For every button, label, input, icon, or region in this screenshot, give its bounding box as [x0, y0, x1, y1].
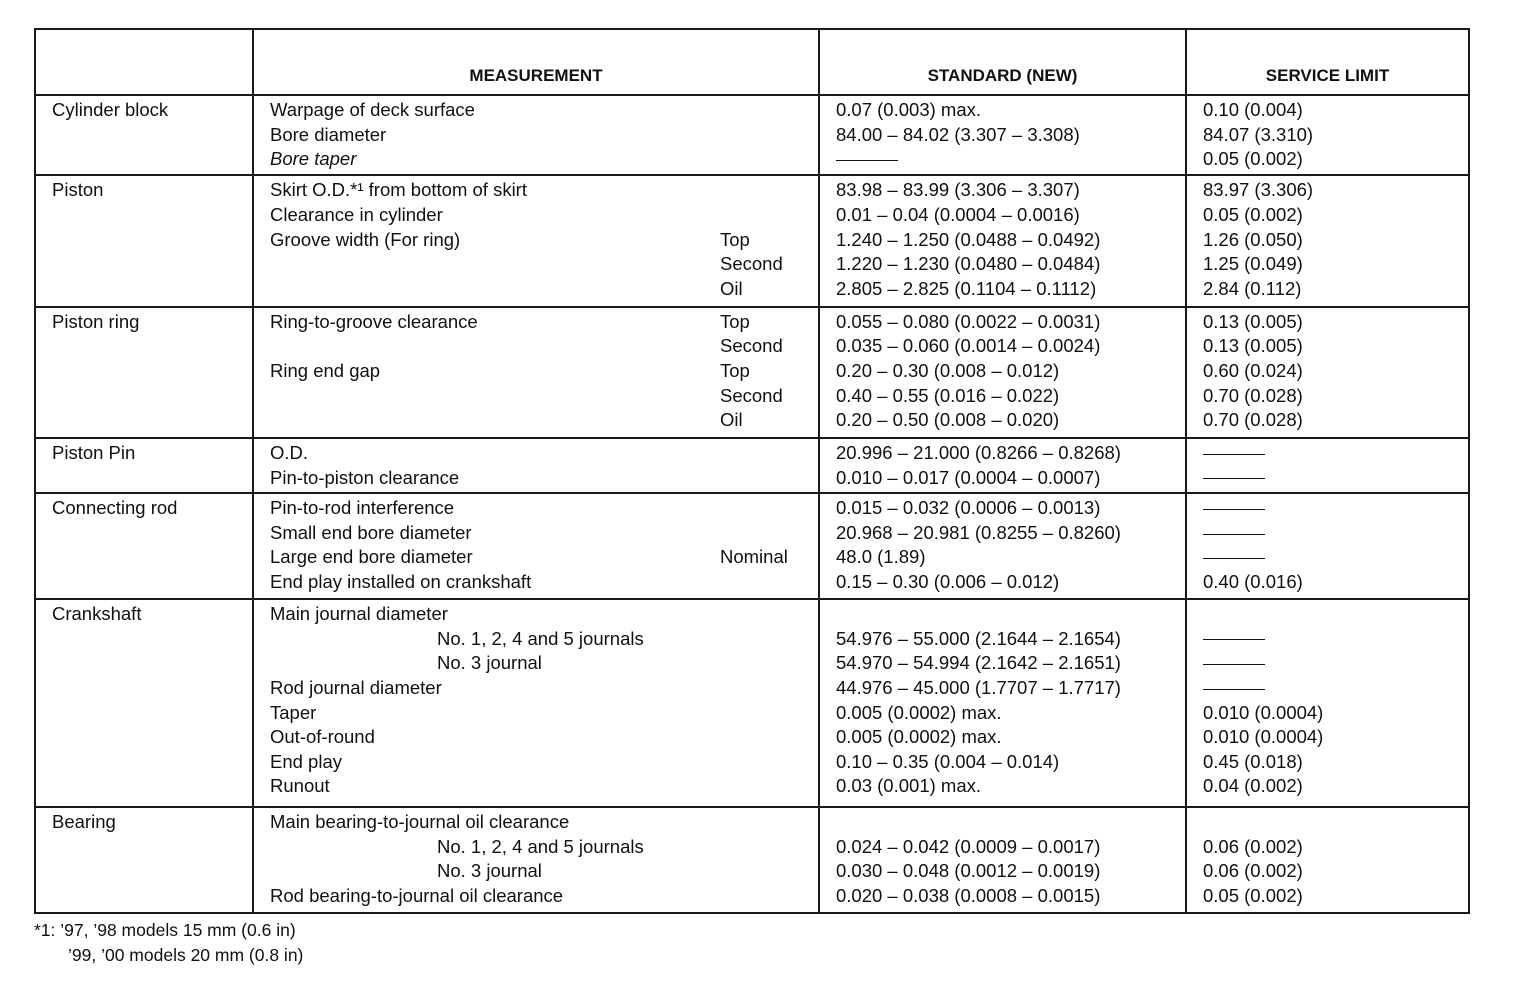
limit-cell [1186, 493, 1469, 599]
dash-mark [1203, 664, 1265, 665]
standard-cell [819, 95, 1186, 175]
group-row [35, 438, 1469, 493]
measurement-label [254, 408, 818, 433]
measurement-text: Ring-to-groove clearance [270, 310, 478, 332]
limit-dash [1187, 627, 1468, 652]
measurement-cell [253, 438, 819, 493]
standard-value: 83.98 – 83.99 (3.306 – 3.307) [836, 179, 1080, 201]
group-row [35, 175, 1469, 306]
component-name: Piston ring [52, 310, 140, 332]
standard-value: 0.15 – 0.30 (0.006 – 0.012) [836, 571, 1060, 593]
standard-value: 84.00 – 84.02 (3.307 – 3.308) [836, 123, 1080, 145]
header-blank [35, 29, 253, 95]
limit-value: 0.60 (0.024) [1203, 360, 1303, 382]
standard-value: 0.20 – 0.50 (0.008 – 0.020) [836, 409, 1060, 431]
measurement-label [254, 334, 818, 359]
measurement-qualifier: Second [720, 384, 783, 406]
measurement-qualifier: Second [720, 335, 783, 357]
standard-value: 20.996 – 21.000 (0.8266 – 0.8268) [836, 442, 1121, 464]
measurement-qualifier: Nominal [720, 546, 788, 568]
measurement-cell [253, 175, 819, 306]
standard-value: 0.015 – 0.032 (0.0006 – 0.0013) [836, 497, 1101, 519]
limit-value: 0.06 (0.002) [1203, 835, 1303, 857]
standard-value: 0.030 – 0.048 (0.0012 – 0.0019) [836, 860, 1101, 882]
measurement-qualifier: Top [720, 228, 750, 250]
limit-value: 83.97 (3.306) [1203, 179, 1314, 201]
measurement-text: No. 1, 2, 4 and 5 journals [437, 627, 644, 649]
standard-value: 0.005 (0.0002) max. [836, 701, 1002, 723]
standard-value [820, 602, 1185, 627]
measurement-label [254, 701, 818, 726]
limit-value: 0.05 (0.002) [1203, 148, 1303, 170]
measurement-label [254, 521, 818, 546]
limit-value: 0.04 (0.002) [1203, 775, 1303, 797]
measurement-text: Main journal diameter [270, 603, 448, 625]
measurement-label [254, 359, 818, 384]
measurement-text: Pin-to-rod interference [270, 497, 455, 519]
limit-value: 0.05 (0.002) [1203, 884, 1303, 906]
measurement-text: Clearance in cylinder [270, 204, 443, 226]
component-cell [35, 599, 253, 807]
measurement-text: Rod bearing-to-journal oil clearance [270, 884, 564, 906]
measurement-label [254, 835, 818, 860]
spec-body [35, 95, 1469, 913]
measurement-label [254, 627, 818, 652]
measurement-text: O.D. [270, 442, 309, 464]
limit-dash [1187, 441, 1468, 466]
limit-value: 84.07 (3.310) [1203, 123, 1314, 145]
measurement-cell [253, 599, 819, 807]
measurement-text: End play installed on crankshaft [270, 571, 532, 593]
measurement-text: Large end bore diameter [270, 546, 473, 568]
measurement-qualifier: Top [720, 360, 750, 382]
measurement-text: Runout [270, 775, 330, 797]
measurement-label [254, 147, 818, 172]
limit-cell [1186, 95, 1469, 175]
measurement-text: Ring end gap [270, 360, 381, 382]
component-cell [35, 438, 253, 493]
standard-value: 0.07 (0.003) max. [836, 99, 981, 120]
measurement-label [254, 441, 818, 466]
component-cell [35, 493, 253, 599]
header-row [35, 29, 1469, 95]
group-row [35, 307, 1469, 438]
measurement-text: Rod journal diameter [270, 677, 442, 699]
measurement-label [254, 774, 818, 799]
measurement-text: End play [270, 750, 342, 772]
limit-dash [1187, 651, 1468, 676]
limit-value: 0.45 (0.018) [1203, 750, 1303, 772]
measurement-text: Skirt O.D.*¹ from bottom of skirt [270, 179, 527, 201]
limit-value: 1.26 (0.050) [1203, 228, 1303, 250]
header-measurement: MEASUREMENT [253, 29, 819, 95]
dash-mark [1203, 558, 1265, 559]
limit-value [1187, 602, 1468, 627]
measurement-text: Main bearing-to-journal oil clearance [270, 810, 570, 832]
measurement-text: Pin-to-piston clearance [270, 466, 460, 488]
limit-cell [1186, 307, 1469, 438]
measurement-label [254, 570, 818, 595]
measurement-cell [253, 493, 819, 599]
standard-value: 0.03 (0.001) max. [836, 775, 981, 797]
component-cell [35, 95, 253, 175]
component-name: Crankshaft [52, 603, 142, 625]
standard-value: 44.976 – 45.000 (1.7707 – 1.7717) [836, 677, 1121, 699]
group-row [35, 599, 1469, 807]
limit-cell [1186, 175, 1469, 306]
standard-value: 54.976 – 55.000 (2.1644 – 2.1654) [836, 627, 1121, 649]
measurement-cell [253, 307, 819, 438]
standard-value: 0.024 – 0.042 (0.0009 – 0.0017) [836, 835, 1101, 857]
limit-value: 0.010 (0.0004) [1203, 701, 1324, 723]
limit-dash [1187, 545, 1468, 570]
standard-value: 48.0 (1.89) [836, 546, 926, 568]
standard-value: 2.805 – 2.825 (0.1104 – 0.1112) [836, 277, 1097, 299]
measurement-text: Warpage of deck surface [270, 99, 475, 120]
measurement-label [254, 203, 818, 228]
measurement-text: No. 3 journal [437, 652, 542, 674]
measurement-label [254, 602, 818, 627]
component-cell [35, 807, 253, 913]
component-name: Bearing [52, 810, 116, 832]
measurement-label [254, 810, 818, 835]
dash-mark [836, 160, 898, 161]
measurement-label [254, 252, 818, 277]
measurement-qualifier: Top [720, 310, 750, 332]
dash-mark [1203, 509, 1265, 510]
limit-value: 0.13 (0.005) [1203, 335, 1303, 357]
spec-table [34, 28, 1470, 914]
measurement-label [254, 277, 818, 302]
measurement-label [254, 725, 818, 750]
group-row [35, 807, 1469, 913]
measurement-text: Small end bore diameter [270, 521, 472, 543]
measurement-text: No. 1, 2, 4 and 5 journals [437, 835, 644, 857]
group-row [35, 95, 1469, 175]
standard-value: 20.968 – 20.981 (0.8255 – 0.8260) [836, 521, 1121, 543]
limit-cell [1186, 599, 1469, 807]
footnote-line-1: *1: ’97, ’98 models 15 mm (0.6 in) [34, 920, 296, 940]
header-service-limit: SERVICE LIMIT [1186, 29, 1469, 95]
measurement-label [254, 310, 818, 335]
standard-cell [819, 438, 1186, 493]
measurement-label [254, 676, 818, 701]
measurement-qualifier: Oil [720, 277, 743, 299]
standard-cell [819, 807, 1186, 913]
measurement-qualifier: Second [720, 253, 783, 275]
standard-value: 54.970 – 54.994 (2.1642 – 2.1651) [836, 652, 1121, 674]
measurement-label [254, 178, 818, 203]
measurement-text: Bore diameter [270, 123, 387, 145]
measurement-text: Taper [270, 701, 317, 723]
standard-cell [819, 307, 1186, 438]
standard-value: 0.40 – 0.55 (0.016 – 0.022) [836, 384, 1060, 406]
dash-mark [1203, 454, 1265, 455]
measurement-label [254, 884, 818, 909]
standard-value: 1.240 – 1.250 (0.0488 – 0.0492) [836, 228, 1101, 250]
standard-cell [819, 175, 1186, 306]
footnote [34, 918, 303, 968]
limit-value: 0.70 (0.028) [1203, 384, 1303, 406]
measurement-text: No. 3 journal [437, 860, 542, 882]
dash-mark [1203, 689, 1265, 690]
standard-value: 0.010 – 0.017 (0.0004 – 0.0007) [836, 466, 1101, 488]
measurement-text: Out-of-round [270, 726, 375, 748]
limit-value: 2.84 (0.112) [1203, 277, 1302, 299]
component-cell [35, 175, 253, 306]
limit-value: 0.70 (0.028) [1203, 409, 1303, 431]
component-name: Piston [52, 179, 104, 201]
measurement-label [254, 123, 818, 148]
measurement-text: Groove width (For ring) [270, 228, 461, 250]
measurement-label [254, 228, 818, 253]
standard-value: 0.020 – 0.038 (0.0008 – 0.0015) [836, 884, 1101, 906]
standard-value: 0.20 – 0.30 (0.008 – 0.012) [836, 360, 1060, 382]
measurement-label [254, 545, 818, 570]
limit-dash [1187, 521, 1468, 546]
measurement-qualifier: Oil [720, 409, 743, 431]
measurement-label [254, 98, 818, 123]
dash-mark [1203, 534, 1265, 535]
measurement-label [254, 651, 818, 676]
standard-cell [819, 493, 1186, 599]
standard-dash [820, 147, 1185, 172]
limit-dash [1187, 496, 1468, 521]
standard-value: 0.10 – 0.35 (0.004 – 0.014) [836, 750, 1060, 772]
standard-value: 1.220 – 1.230 (0.0480 – 0.0484) [836, 253, 1101, 275]
measurement-text: Bore taper [270, 148, 357, 170]
footnote-line-2: ’99, ’00 models 20 mm (0.8 in) [68, 945, 304, 965]
standard-value: 0.01 – 0.04 (0.0004 – 0.0016) [836, 204, 1080, 226]
standard-value: 0.055 – 0.080 (0.0022 – 0.0031) [836, 310, 1101, 332]
measurement-label [254, 466, 818, 491]
measurement-label [254, 750, 818, 775]
limit-value: 0.10 (0.004) [1203, 99, 1303, 120]
component-name: Connecting rod [52, 497, 178, 519]
dash-mark [1203, 478, 1265, 479]
measurement-cell [253, 807, 819, 913]
standard-value: 0.005 (0.0002) max. [836, 726, 1002, 748]
measurement-label [254, 384, 818, 409]
dash-mark [1203, 639, 1265, 640]
component-name: Cylinder block [52, 99, 169, 120]
measurement-label [254, 859, 818, 884]
component-cell [35, 307, 253, 438]
header-standard: STANDARD (NEW) [819, 29, 1186, 95]
measurement-cell [253, 95, 819, 175]
group-row [35, 493, 1469, 599]
limit-value: 0.05 (0.002) [1203, 204, 1303, 226]
limit-dash [1187, 466, 1468, 491]
limit-value: 0.40 (0.016) [1203, 571, 1303, 593]
limit-value: 1.25 (0.049) [1203, 253, 1303, 275]
measurement-label [254, 496, 818, 521]
standard-value [820, 810, 1185, 835]
limit-dash [1187, 676, 1468, 701]
limit-value: 0.13 (0.005) [1203, 310, 1303, 332]
limit-value: 0.010 (0.0004) [1203, 726, 1324, 748]
limit-cell [1186, 438, 1469, 493]
limit-cell [1186, 807, 1469, 913]
component-name: Piston Pin [52, 442, 136, 464]
standard-value: 0.035 – 0.060 (0.0014 – 0.0024) [836, 335, 1101, 357]
limit-value [1187, 810, 1468, 835]
standard-cell [819, 599, 1186, 807]
limit-value: 0.06 (0.002) [1203, 860, 1303, 882]
